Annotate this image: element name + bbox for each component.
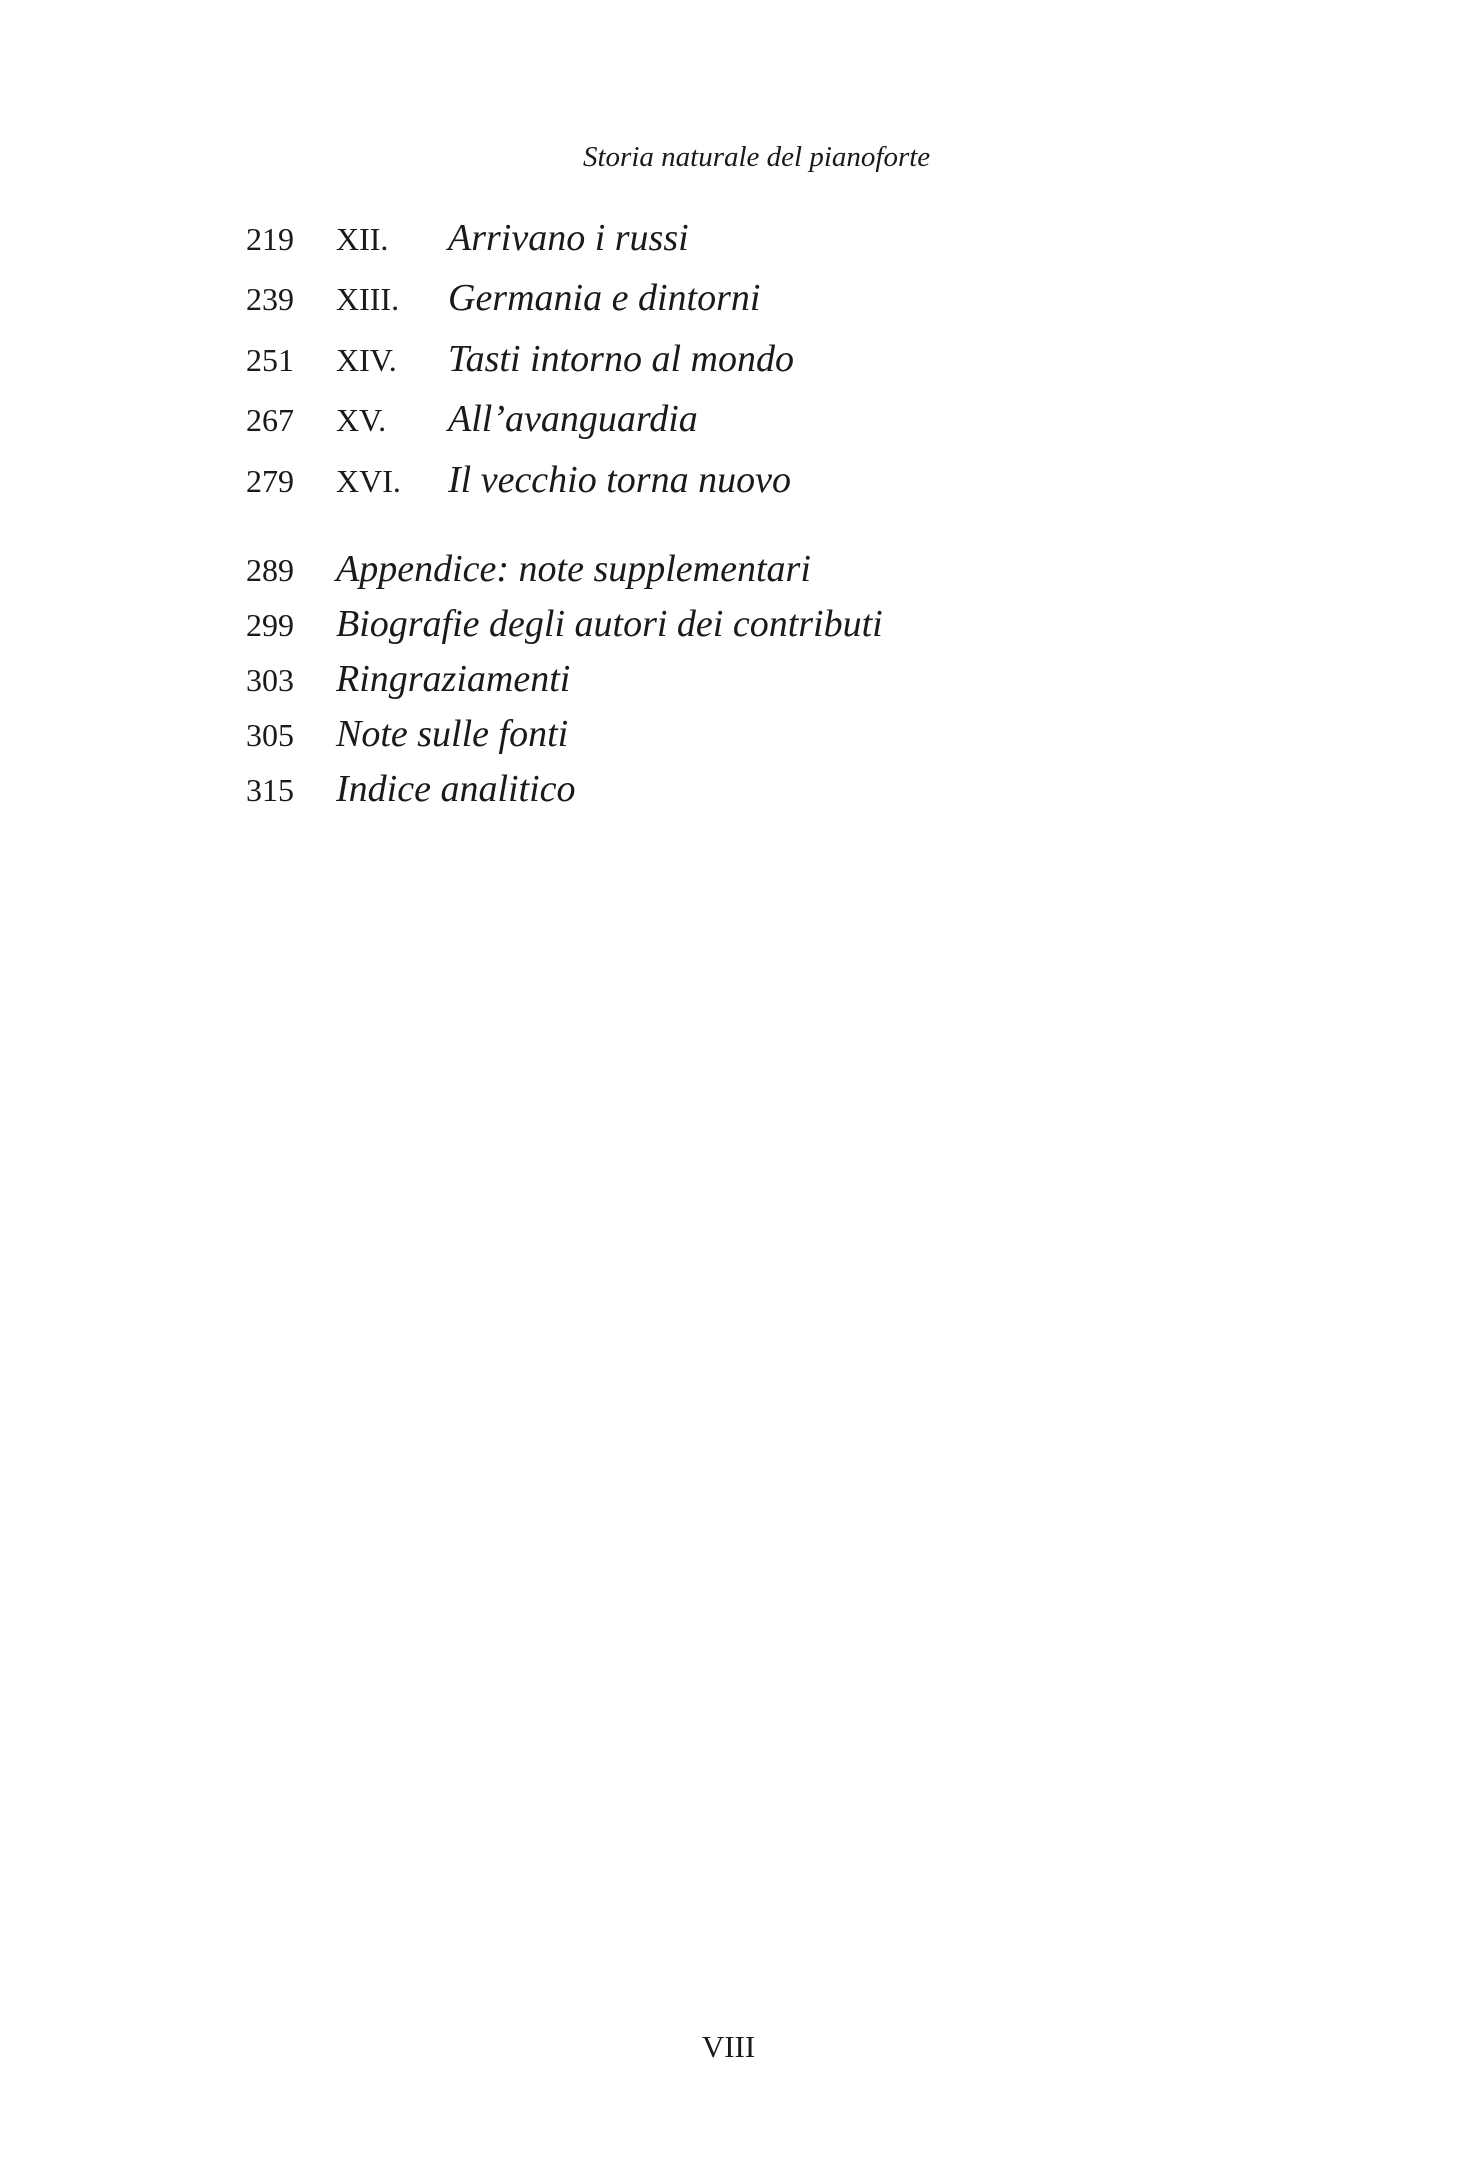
toc-back-matter-title: Note sulle fonti [336, 713, 569, 755]
toc-chapter-numeral: XV. [336, 402, 387, 438]
toc-page-number: 239 [246, 281, 294, 317]
toc-page-number: 267 [246, 402, 294, 438]
toc-back-matter-row [246, 712, 568, 756]
toc-back-matter-title: Ringraziamenti [336, 658, 571, 700]
toc-chapter-numeral: XVI. [336, 463, 401, 499]
toc-back-matter-title: Appendice: note supplementari [336, 548, 811, 590]
toc-chapter-title: Germania e dintorni [448, 277, 761, 319]
toc-chapter-numeral: XIV. [336, 342, 397, 378]
toc-chapter-row [246, 458, 791, 502]
toc-chapter-title: Il vecchio torna nuovo [448, 459, 791, 501]
toc-chapter-numeral: XIII. [336, 281, 400, 317]
toc-page-number: 251 [246, 342, 294, 378]
toc-page-number: 219 [246, 221, 294, 257]
toc-page-number: 279 [246, 463, 294, 499]
page-folio: VIII [701, 2029, 756, 2064]
toc-back-matter-row [246, 547, 811, 591]
toc-back-matter-row [246, 657, 570, 701]
toc-chapter-title: Tasti intorno al mondo [448, 338, 794, 380]
toc-chapter-numeral: XII. [336, 221, 389, 257]
toc-chapter-title: All’avanguardia [448, 398, 698, 440]
toc-chapter-title: Arrivano i russi [448, 217, 689, 259]
toc-chapter-row [246, 397, 698, 441]
toc-chapter-row [246, 337, 794, 381]
toc-page-number: 315 [246, 772, 294, 808]
toc-chapter-row [246, 276, 760, 320]
toc-back-matter-title: Indice analitico [336, 768, 576, 810]
toc-back-matter-title: Biografie degli autori dei contributi [336, 603, 883, 645]
toc-page-number: 299 [246, 607, 294, 643]
running-head: Storia naturale del pianoforte [583, 141, 931, 173]
toc-page-number: 303 [246, 662, 294, 698]
toc-page-number: 305 [246, 717, 294, 753]
toc-chapter-row [246, 216, 689, 260]
toc-back-matter-row [246, 602, 883, 646]
toc-page-number: 289 [246, 552, 294, 588]
toc-back-matter-row [246, 767, 576, 811]
